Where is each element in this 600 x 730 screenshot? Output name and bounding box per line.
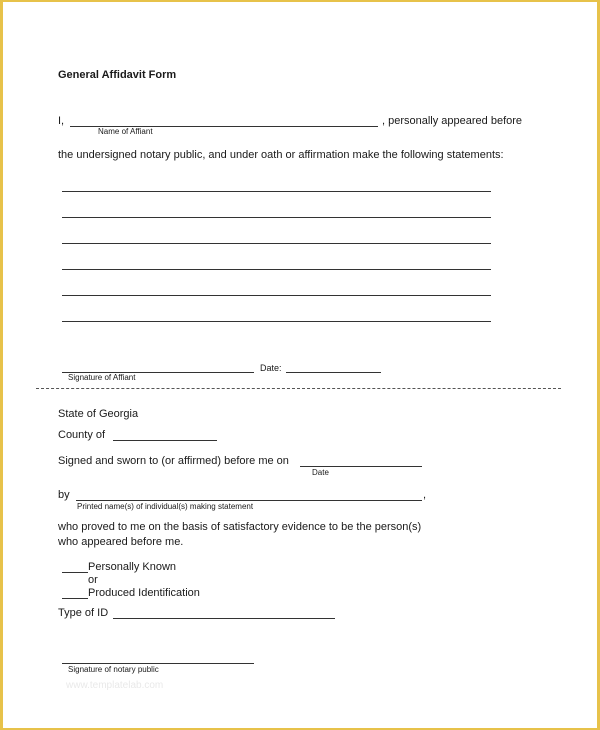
affiant-suffix: , personally appeared before — [382, 115, 523, 127]
sworn-label: Signed and sworn to (or affirmed) before me on — [58, 455, 289, 467]
by-label: by — [58, 489, 70, 501]
statement-line[interactable] — [62, 191, 491, 192]
watermark: www.templatelab.com — [66, 680, 164, 691]
notary-statement-intro: the undersigned notary public, and under oath or affirmation make the following statements: — [58, 149, 504, 161]
county-field[interactable] — [113, 440, 217, 441]
personally-known-checkline[interactable] — [62, 572, 88, 573]
section-divider — [36, 388, 561, 389]
statement-line[interactable] — [62, 269, 491, 270]
state-label: State of Georgia — [58, 408, 139, 420]
statement-line[interactable] — [62, 243, 491, 244]
statement-line[interactable] — [62, 321, 491, 322]
printed-names-caption: Printed name(s) of individual(s) making statement — [77, 502, 254, 511]
printed-names-field[interactable] — [76, 500, 422, 501]
affiant-prefix: I, — [58, 115, 65, 127]
affiant-date-field[interactable] — [286, 372, 381, 373]
proved-line-2: who appeared before me. — [58, 536, 184, 548]
date-label: Date: — [260, 363, 282, 373]
type-of-id-field[interactable] — [113, 618, 335, 619]
county-label: County of — [58, 429, 106, 441]
statement-line[interactable] — [62, 295, 491, 296]
personally-known-label: Personally Known — [88, 561, 177, 573]
sworn-date-caption: Date — [312, 468, 329, 477]
produced-id-checkline[interactable] — [62, 598, 88, 599]
affiant-name-caption: Name of Affiant — [98, 127, 153, 136]
by-suffix: , — [423, 489, 427, 501]
statement-line[interactable] — [62, 217, 491, 218]
or-label: or — [88, 574, 98, 586]
proved-line-1: who proved to me on the basis of satisfactory evidence to be the person(s) — [58, 521, 422, 533]
sworn-date-field[interactable] — [300, 466, 422, 467]
notary-signature-field[interactable] — [62, 663, 254, 664]
affiant-signature-caption: Signature of Affiant — [68, 373, 136, 382]
produced-id-label: Produced Identification — [88, 587, 200, 599]
form-title: General Affidavit Form — [58, 69, 177, 81]
type-of-id-label: Type of ID — [58, 607, 109, 619]
notary-signature-caption: Signature of notary public — [68, 665, 159, 674]
